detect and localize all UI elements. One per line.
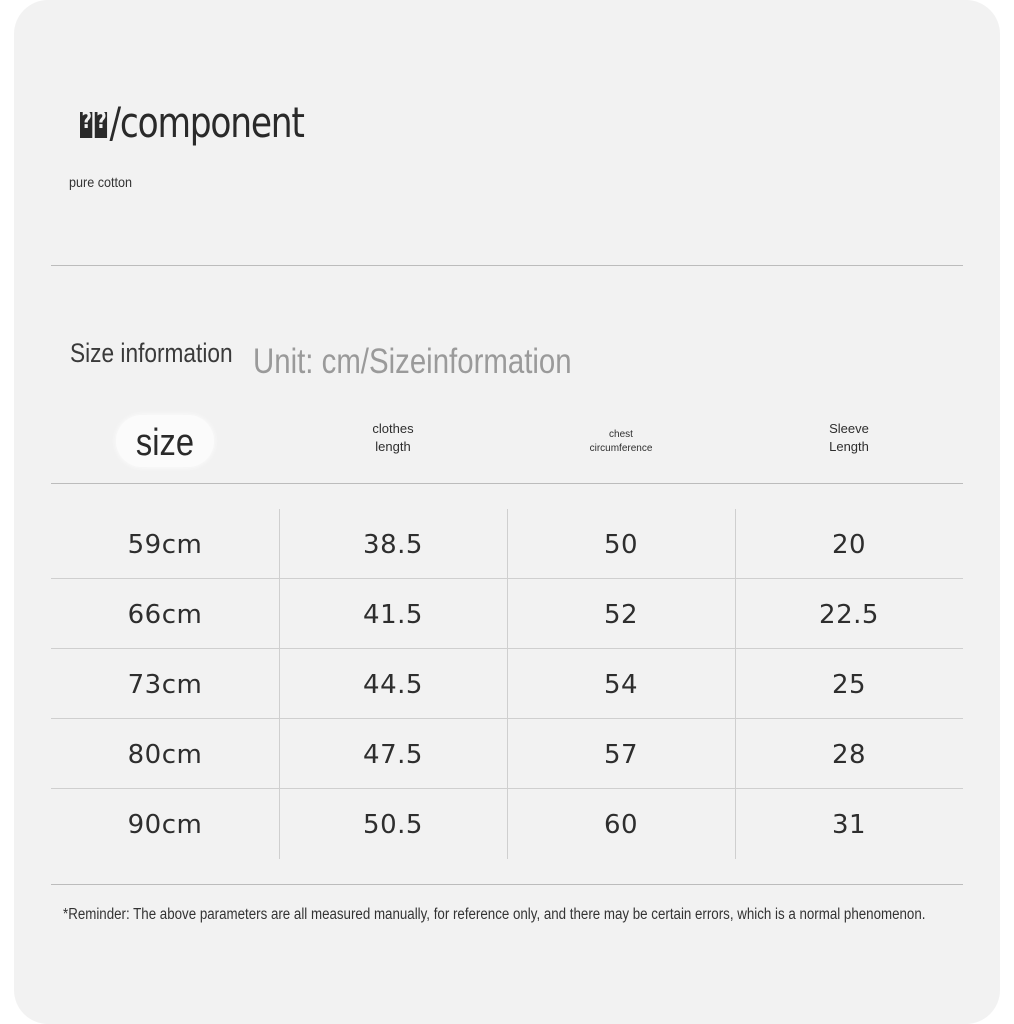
header-line: Length: [829, 439, 869, 454]
size-table: [51, 509, 963, 859]
cell-size: 80cm: [127, 740, 203, 770]
header-line: length: [375, 439, 411, 454]
header-chest-circumference: [507, 428, 735, 456]
cell-size: 59cm: [127, 530, 203, 560]
composition-title-text: /component: [109, 98, 304, 147]
cell-clothes-length: 41.5: [363, 600, 423, 630]
footer-divider: [51, 884, 963, 885]
size-information-heading: Size information: [70, 338, 233, 368]
unit-label: Unit: cm/Sizeinformation: [253, 342, 572, 381]
composition-title: [80, 98, 304, 147]
table-row: [51, 579, 963, 649]
cell-sleeve: 31: [831, 810, 867, 840]
cell-sleeve: 22.5: [819, 600, 879, 630]
cell-clothes-length: 50.5: [363, 810, 423, 840]
header-sleeve-length: [735, 420, 963, 456]
header-line: circumference: [589, 443, 653, 454]
cell-chest: 50: [603, 530, 639, 560]
cell-sleeve: 25: [831, 670, 867, 700]
composition-value: pure cotton: [69, 174, 133, 190]
table-row: [51, 789, 963, 859]
header-size: size: [135, 422, 195, 464]
section-divider: [51, 265, 963, 266]
header-clothes-length: [279, 420, 507, 456]
cell-clothes-length: 38.5: [363, 530, 423, 560]
missing-glyph-icon: [95, 112, 107, 138]
cell-chest: 54: [603, 670, 639, 700]
missing-glyph-icon: [80, 112, 92, 138]
cell-sleeve: 28: [831, 740, 867, 770]
cell-chest: 57: [603, 740, 639, 770]
cell-chest: 60: [603, 810, 639, 840]
header-line: chest: [609, 429, 633, 440]
cell-sleeve: 20: [831, 530, 867, 560]
header-divider: [51, 483, 963, 484]
cell-size: 90cm: [127, 810, 203, 840]
header-line: clothes: [372, 421, 414, 436]
table-row: [51, 719, 963, 789]
table-row: [51, 649, 963, 719]
cell-size: 66cm: [127, 600, 203, 630]
cell-clothes-length: 44.5: [363, 670, 423, 700]
cell-chest: 52: [603, 600, 639, 630]
header-line: Sleeve: [829, 421, 869, 436]
cell-clothes-length: 47.5: [363, 740, 423, 770]
cell-size: 73cm: [127, 670, 203, 700]
table-row: [51, 509, 963, 579]
reminder-note: *Reminder: The above parameters are all measured manually, for reference only, and there may be certain errors, which is a normal phenomenon.: [63, 906, 926, 923]
